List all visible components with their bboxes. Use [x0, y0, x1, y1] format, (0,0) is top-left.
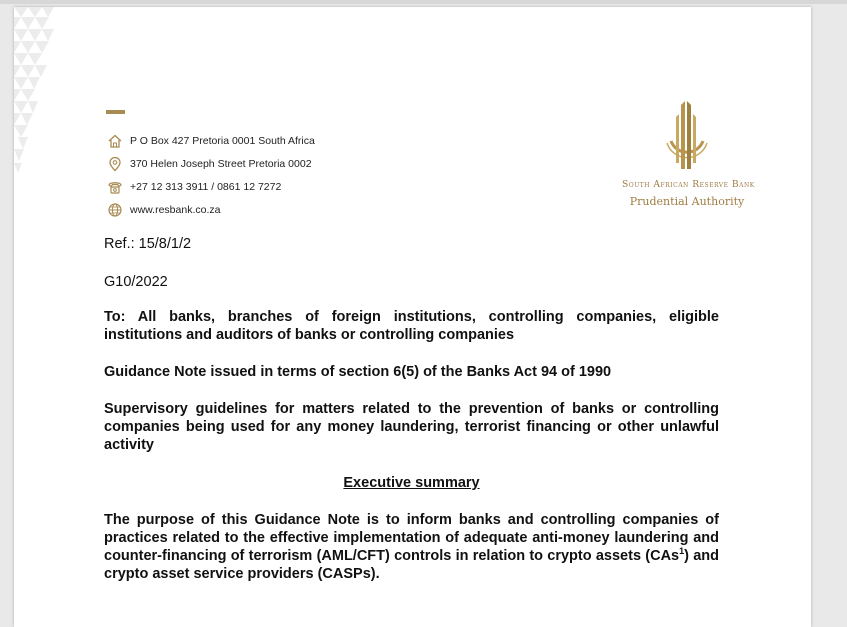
sarb-logo	[622, 99, 755, 208]
reference-number: Ref.: 15/8/1/2	[104, 236, 192, 252]
addressee-line: To: All banks, branches of foreign institutions, controlling companies, eligible institutions and auditors of banks or controlling companies	[104, 309, 719, 343]
globe-icon	[106, 201, 124, 219]
contact-row-phone	[106, 175, 315, 198]
contact-row-street	[106, 152, 315, 175]
contact-row-postal	[106, 129, 315, 152]
summary-text-part1: The purpose of this Guidance Note is to inform banks and controlling companies of practices related to the effective implementation of adequate anti-money laundering and counter-financing of terrorism (AML/CFT) controls in relation to crypto assets (CAs	[104, 512, 719, 564]
footnote-marker[interactable]: 1	[679, 546, 685, 557]
gold-accent-bar	[106, 110, 125, 114]
executive-summary-heading: Executive summary	[343, 475, 480, 491]
website: www.resbank.co.za	[130, 203, 221, 216]
logo-authority-name: Prudential Authority	[629, 195, 745, 208]
postal-address: P O Box 427 Pretoria 0001 South Africa	[130, 134, 315, 147]
location-pin-icon	[106, 155, 124, 173]
subject-heading: Supervisory guidelines for matters related to the prevention of banks or controlling companies being used for any money laundering, terrorist financing or other unlawful activity	[104, 401, 719, 453]
sarb-emblem-icon	[657, 99, 717, 173]
decorative-triangle-pattern	[14, 7, 54, 187]
logo-bank-name: South African Reserve Bank	[622, 179, 755, 190]
document-page	[14, 7, 811, 627]
street-address: 370 Helen Joseph Street Pretoria 0002	[130, 157, 312, 170]
executive-summary-paragraph	[104, 511, 719, 583]
guidance-number: G10/2022	[104, 274, 168, 290]
contact-details	[106, 129, 315, 221]
viewer-top-bar	[0, 0, 847, 4]
contact-row-web	[106, 198, 315, 221]
guidance-heading: Guidance Note issued in terms of section 6(5) of the Banks Act 94 of 1990	[104, 364, 612, 380]
house-icon	[106, 132, 124, 150]
summary-text-part2: ) and crypto asset service providers (CASPs).	[104, 548, 719, 582]
phone-icon	[106, 178, 124, 196]
phone-number: +27 12 313 3911 / 0861 12 7272	[130, 180, 282, 193]
